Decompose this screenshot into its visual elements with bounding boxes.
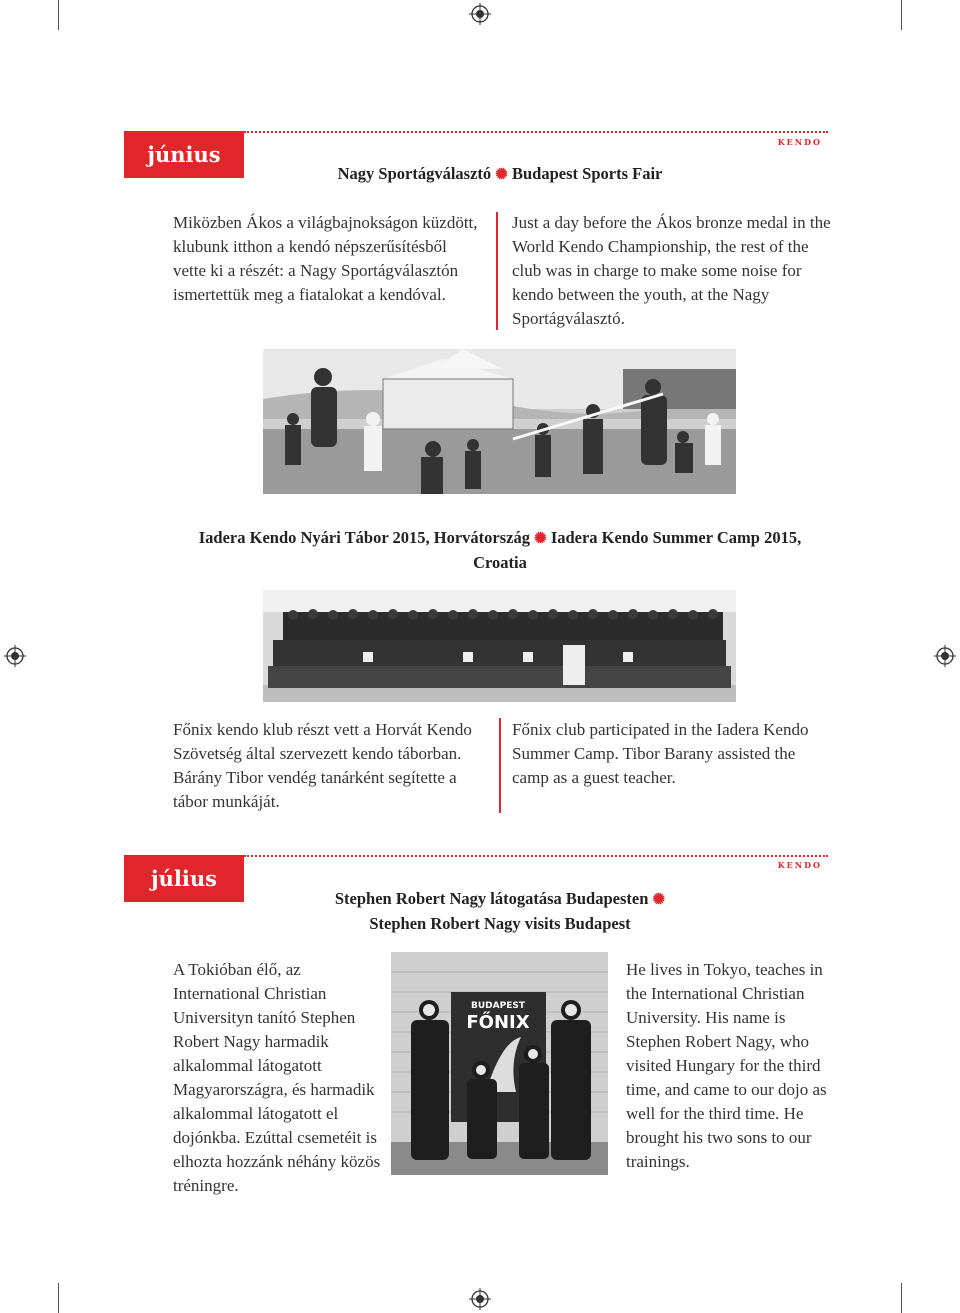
banner-top-text: BUDAPEST	[471, 1001, 525, 1011]
camp-text-en: Főnix club participated in the Iadera Kendo Summer Camp. Tibor Barany assisted the camp as a guest teacher.	[512, 720, 809, 787]
july-text-en: He lives in Tokyo, teaches in the International Christian University. His name is Stephen Robert Nagy, who visited Hungary for the third time, and came to our dojo as well for the third time. He brought his two sons to our trainings.	[626, 960, 827, 1171]
column-rule	[496, 212, 498, 330]
month-label-june: június	[124, 131, 244, 178]
crop-mark-right-bottom	[901, 1283, 902, 1313]
kendo-tag: kendo	[777, 857, 822, 871]
kendo-tag: kendo	[777, 134, 822, 148]
registration-mark-icon	[4, 645, 26, 667]
registration-mark-icon	[934, 645, 956, 667]
photo-summer-camp-group	[263, 590, 736, 702]
registration-mark-icon	[469, 1288, 491, 1310]
column-rule	[499, 718, 501, 813]
article-title-camp	[170, 526, 830, 575]
sun-icon: ✺	[495, 167, 508, 183]
article-text-hu: Miközben Ákos a világbajnokságon küzdött, klubunk itthon a kendó népszerűsítésből vette ki a részét: a Nagy Sportágválasztón ismertettük meg a fiatalokat a kendóval.	[173, 213, 478, 304]
title-hu: Stephen Robert Nagy látogatása Budapesten	[334, 889, 649, 908]
banner-main-text: FŐNIX	[466, 1012, 530, 1033]
title-en: Budapest Sports Fair	[512, 164, 663, 183]
section-divider	[244, 855, 828, 857]
title-en: Stephen Robert Nagy visits Budapest	[369, 914, 631, 933]
article-title-july	[244, 887, 756, 936]
month-label-july: július	[124, 855, 244, 902]
photo-sports-fair	[263, 349, 736, 494]
registration-mark-icon	[469, 3, 491, 25]
crop-mark-right-top	[901, 0, 902, 30]
article-title-june	[244, 164, 756, 184]
sun-icon: ✺	[534, 531, 547, 547]
article-text-en: Just a day before the Ákos bronze medal in the World Kendo Championship, the rest of the club was in charge to make some noise for kendo between the youth, at the Nagy Sportágválasztó.	[512, 213, 831, 328]
section-divider	[244, 131, 828, 133]
title-hu: Nagy Sportágválasztó	[337, 164, 492, 183]
july-text-hu: A Tokióban élő, az International Christian Universityn tanító Stephen Robert Nagy harmadik alkalommal látogatott Magyarországra, és harmadik alkalommal látogatott el dojónkba. Ezúttal csemetéit is elhozta hozzánk néhány közös tréningre.	[173, 960, 381, 1195]
photo-dojo-visit	[391, 952, 608, 1175]
camp-text-hu: Főnix kendo klub részt vett a Horvát Kendo Szövetség által szervezett kendo táborban. Bárány Tibor vendég tanárként segítette a tábor munkáját.	[173, 720, 472, 811]
crop-mark-left-top	[58, 0, 59, 30]
title-en: Iadera Kendo Summer Camp 2015, Croatia	[473, 528, 802, 572]
title-hu: Iadera Kendo Nyári Tábor 2015, Horvátország	[198, 528, 530, 547]
sun-icon: ✺	[652, 892, 666, 908]
crop-mark-left-bottom	[58, 1283, 59, 1313]
